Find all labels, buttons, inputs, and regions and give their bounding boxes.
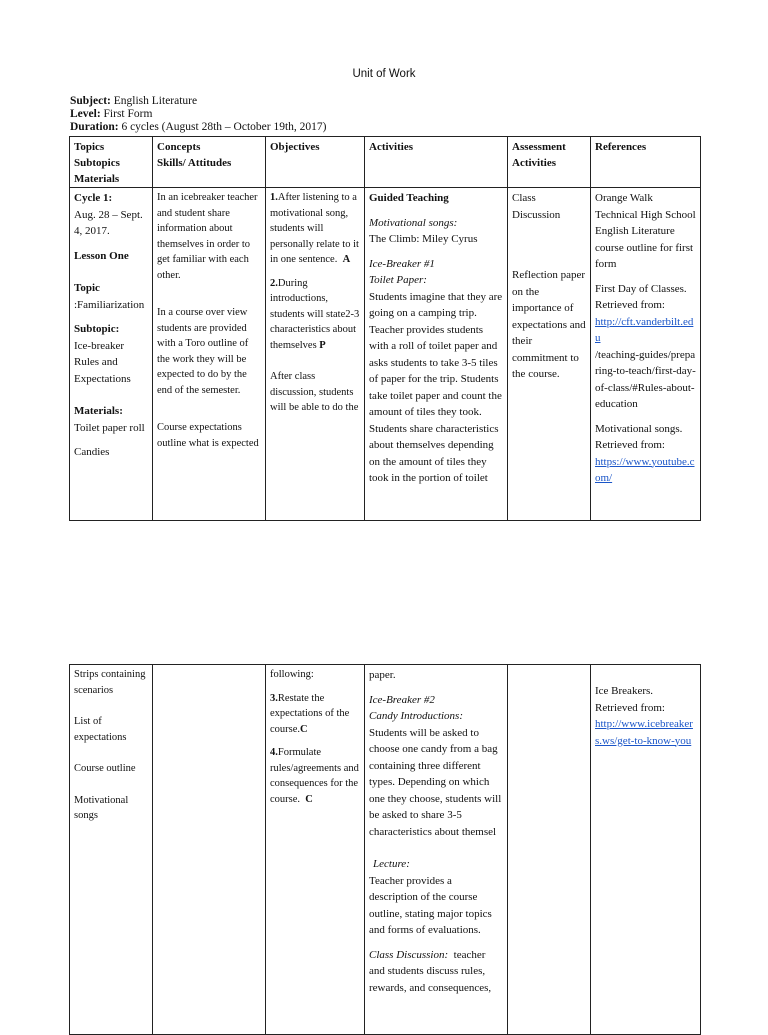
icebreaker-2-label: Ice-Breaker #2 xyxy=(369,693,435,706)
material-strips: Strips containing scenarios xyxy=(74,669,146,696)
objective-2-number: 2. xyxy=(270,277,278,289)
header-materials-line: Materials xyxy=(74,173,120,185)
icebreaker-1-label: Ice-Breaker #1 xyxy=(369,257,435,270)
header-skills-line: Skills/ Attitudes xyxy=(157,157,232,169)
concept-expectations: Course expectations outline what is expected xyxy=(157,422,259,449)
subject-line xyxy=(70,95,197,108)
material-motivational-songs: Motivational songs xyxy=(74,794,129,821)
objective-4-number: 4. xyxy=(270,747,278,758)
header-concepts-line: Concepts xyxy=(157,141,201,153)
unit-table-page-1 xyxy=(69,136,701,521)
assessment-reflection-paper: Reflection paper on the importance of expectations and their commitment to the course. xyxy=(512,269,586,380)
objective-1-number: 1. xyxy=(270,192,278,203)
reference-vanderbilt-path: /teaching-guides/preparing-to-teach/first-day-of-class/#Rules-about-education xyxy=(595,348,696,410)
duration-label: Duration: xyxy=(70,121,119,133)
header-activities: Activities xyxy=(365,137,508,188)
class-discussion-text: teacher and students discuss rules, rewards, and consequences, xyxy=(369,948,492,994)
level-label: Level: xyxy=(70,108,101,120)
concept-icebreaker: In an icebreaker teacher and student share information about themselves in order to get familiar with each other. xyxy=(157,192,258,281)
cell-activities xyxy=(365,188,508,521)
header-objectives: Objectives xyxy=(266,137,365,188)
reference-songs-text: Motivational songs. Retrieved from: xyxy=(595,422,683,451)
objective-2-text: During introductions, students will state2-3 characteristics about themselves xyxy=(270,277,360,351)
subtopic-value: Ice-breaker Rules and Expectations xyxy=(74,339,131,385)
subject-label: Subject: xyxy=(70,95,111,107)
objective-3 xyxy=(270,691,360,738)
cell-concepts xyxy=(153,188,266,521)
subject-value: English Literature xyxy=(113,95,198,107)
assessment-class-discussion: Class Discussion xyxy=(512,192,561,221)
lesson-label: Lesson One xyxy=(74,249,129,262)
icebreaker-2-text: Students will be asked to choose one candy from a bag containing three different types. Depending on which one they choose, students will be asked to share 3-5 characteristics about themsel xyxy=(369,726,502,838)
objective-2-code: P xyxy=(319,339,326,351)
objective-2 xyxy=(270,276,360,354)
header-topics-line: Topics xyxy=(74,141,105,153)
header-concepts xyxy=(153,137,266,188)
page-title: Unit of Work xyxy=(352,68,416,80)
objective-3-continued: following: xyxy=(270,669,314,680)
cell-topics xyxy=(70,188,153,521)
icebreaker-1-subtitle: Toilet Paper: xyxy=(369,274,427,286)
topic-value: :Familiarization xyxy=(74,298,145,311)
duration-value: 6 cycles (August 28th – October 19th, 2017) xyxy=(121,121,327,133)
table-row-cycle-1-continued xyxy=(70,665,701,1035)
level-value: First Form xyxy=(103,108,153,120)
reference-icebreakers-link[interactable]: http://www.icebreakers.ws/get-to-know-you xyxy=(595,718,693,747)
objective-3-text: Restate the expectations of the course. xyxy=(270,692,350,735)
topic-label: Topic xyxy=(74,282,100,294)
header-assessment xyxy=(508,137,591,188)
objective-4-code: C xyxy=(305,793,313,805)
reference-icebreakers-text: Ice Breakers. Retrieved from: xyxy=(595,685,665,714)
duration-line xyxy=(70,121,326,134)
cell-concepts-continued xyxy=(153,665,266,1035)
material-expectations-list: List of expectations xyxy=(74,716,127,743)
table-row-cycle-1 xyxy=(70,188,701,521)
reference-course-outline: Orange Walk Technical High School English Literature course outline for first form xyxy=(595,192,696,270)
objective-4-text: Formulate rules/agreements and consequences for the course. xyxy=(270,747,359,805)
objective-1-code: A xyxy=(342,254,351,265)
objective-3-number: 3. xyxy=(270,692,278,704)
lecture-text: Teacher provides a description of the course outline, stating major topics and forms of evaluations. xyxy=(369,874,492,936)
activity-continued: paper. xyxy=(369,669,396,681)
cell-references-continued xyxy=(591,665,701,1035)
cell-activities-continued xyxy=(365,665,508,1035)
material-toilet-paper: Toilet paper roll xyxy=(74,421,145,434)
concept-course-overview: In a course over view students are provided with a Toro outline of the work they will be expected to do by the end of the semester. xyxy=(157,307,249,396)
cell-objectives-continued xyxy=(266,665,365,1035)
reference-vanderbilt-link[interactable]: http://cft.vanderbilt.edu xyxy=(595,315,694,344)
header-topics xyxy=(70,137,153,188)
cycle-dates: Aug. 28 – Sept. 4, 2017. xyxy=(74,208,143,237)
cell-objectives xyxy=(266,188,365,521)
objective-1 xyxy=(270,190,360,268)
objective-1-text: After listening to a motivational song, students will personally relate to it in one sentence. xyxy=(270,192,359,265)
lecture-label: Lecture: xyxy=(373,858,410,870)
motivational-songs-label: Motivational songs: xyxy=(369,216,458,229)
objective-3-intro: After class discussion, students will be able to do the xyxy=(270,371,359,413)
objective-3-code: C xyxy=(300,723,308,735)
icebreaker-2-subtitle: Candy Introductions: xyxy=(369,710,463,722)
cell-materials-continued xyxy=(70,665,153,1035)
icebreaker-1-text: Students imagine that they are going on a camping trip. Teacher provides students with a roll of toilet paper and asks students to take 3-5 tiles of paper for the trip. Students take toilet paper and count the amount of tiles they took. Students share characteristics about themselves depending on the amount of tiles they took in the portion of toilet xyxy=(369,290,503,484)
level-line xyxy=(70,108,152,121)
class-discussion-label: Class Discussion: xyxy=(369,948,449,961)
cell-assessment-continued xyxy=(508,665,591,1035)
cell-references xyxy=(591,188,701,521)
reference-first-day-text: First Day of Classes. Retrieved from: xyxy=(595,282,687,311)
header-references: References xyxy=(591,137,701,188)
header-assessment-activities-line: Activities xyxy=(512,157,556,169)
material-candies: Candies xyxy=(74,446,110,458)
material-course-outline: Course outline xyxy=(74,763,136,774)
reference-youtube-link[interactable]: https://www.youtube.com/ xyxy=(595,455,695,484)
class-discussion-activity xyxy=(369,947,503,997)
objective-4 xyxy=(270,745,360,807)
table-header-row xyxy=(70,137,701,188)
cell-assessment xyxy=(508,188,591,521)
cycle-label: Cycle 1: xyxy=(74,192,113,204)
header-subtopics-line: Subtopics xyxy=(74,157,120,169)
header-assessment-line: Assessment xyxy=(512,141,566,153)
unit-table-page-2 xyxy=(69,664,701,1035)
materials-label: Materials: xyxy=(74,405,123,417)
subtopic-label: Subtopic: xyxy=(74,323,120,335)
activity-heading: Guided Teaching xyxy=(369,192,449,204)
motivational-song: The Climb: Miley Cyrus xyxy=(369,233,478,245)
